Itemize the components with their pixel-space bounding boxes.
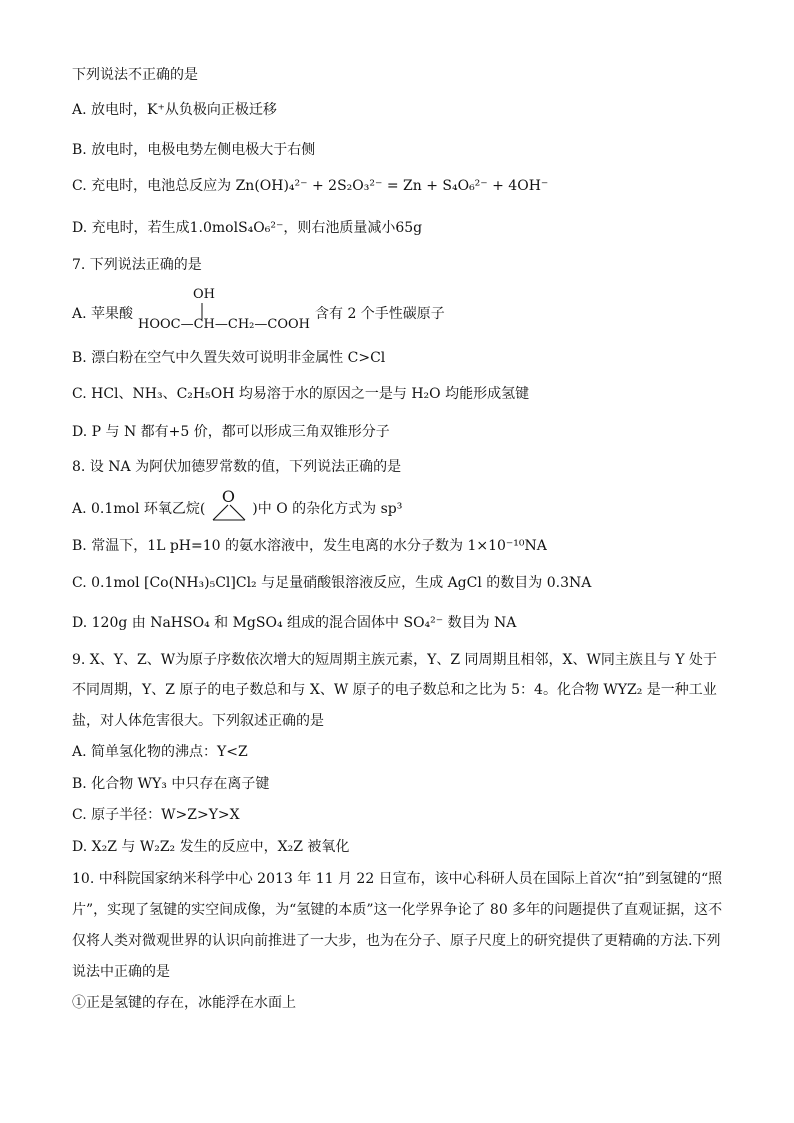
q6-option-c bbox=[72, 177, 548, 195]
q9-stem-line3: 盐，对人体危害很大。下列叙述正确的是 bbox=[72, 713, 324, 729]
q8-stem: 8. 设 NA 为阿伏加德罗常数的值，下列说法正确的是 bbox=[72, 459, 402, 475]
q8-option-c: C. 0.1mol [Co(NH₃)₅Cl]Cl₂ 与足量硝酸银溶液反应，生成 AgCl 的数目为 0.3NA bbox=[72, 575, 592, 591]
q10-stem-line3: 仅将人类对微观世界的认识向前推进了一大步，也为在分子、原子尺度上的研究提供了更精确的方法.下列 bbox=[72, 933, 721, 949]
q7-stem: 7. 下列说法正确的是 bbox=[72, 257, 202, 273]
q9-option-a: A. 简单氢化物的沸点：Y<Z bbox=[72, 744, 248, 760]
q7-option-b: B. 漂白粉在空气中久置失效可说明非金属性 C>Cl bbox=[72, 350, 386, 366]
q7-option-a-suffix: 含有 2 个手性碳原子 bbox=[315, 306, 445, 322]
epoxide-ring-icon bbox=[210, 504, 248, 522]
q8-option-b: B. 常温下，1L pH=10 的氨水溶液中，发生电离的水分子数为 1×10⁻¹⁰NA bbox=[72, 538, 547, 554]
malic-acid-oh: OH bbox=[193, 287, 215, 302]
malic-acid-chain: HOOC—CH—CH₂—COOH bbox=[138, 317, 310, 332]
q8-option-a bbox=[72, 487, 403, 518]
q9-option-b: B. 化合物 WY₃ 中只存在离子键 bbox=[72, 776, 270, 792]
q6-option-c-prefix: C. 充电时，电池总反应为 bbox=[72, 178, 232, 194]
q7-option-d: D. P 与 N 都有+5 价，都可以形成三角双锥形分子 bbox=[72, 424, 390, 440]
q9-option-d: D. X₂Z 与 W₂Z₂ 发生的反应中，X₂Z 被氧化 bbox=[72, 839, 350, 855]
q10-stem-line2: 片”，实现了氢键的实空间成像，为“氢键的本质”这一化学界争论了 80 多年的问题提供了直观证据，这不 bbox=[72, 902, 723, 918]
q6-option-c-equation: Zn(OH)₄²⁻ + 2S₂O₃²⁻ = Zn + S₄O₆²⁻ + 4OH⁻ bbox=[235, 178, 549, 194]
q9-stem-line2: 不同周期，Y、Z 原子的电子数总和与 X、W 原子的电子数总和之比为 5：4。化合物 WYZ₂ 是一种工业 bbox=[72, 682, 717, 698]
q6-option-a: A. 放电时，K⁺从负极向正极迁移 bbox=[72, 102, 277, 118]
q8-option-a-prefix: A. 0.1mol 环氧乙烷( bbox=[72, 501, 206, 517]
q9-option-c: C. 原子半径：W>Z>Y>X bbox=[72, 807, 240, 823]
q10-stem-line4: 说法中正确的是 bbox=[72, 964, 170, 980]
intro-question: 下列说法不正确的是 bbox=[72, 67, 198, 83]
q7-option-c: C. HCl、NH₃、C₂H₅OH 均易溶于水的原因之一是与 H₂O 均能形成氢键 bbox=[72, 386, 530, 402]
epoxide-oxygen: O bbox=[221, 487, 235, 506]
q10-item-1: ①正是氢键的存在，冰能浮在水面上 bbox=[72, 995, 296, 1011]
q10-stem-line1: 10. 中科院国家纳米科学中心 2013 年 11 月 22 日宣布，该中心科研人员在国际上首次“拍”到氢键的“照 bbox=[72, 871, 723, 887]
q7-option-a-label: A. 苹果酸 bbox=[72, 306, 134, 322]
q6-option-b: B. 放电时，电极电势左侧电极大于右侧 bbox=[72, 142, 316, 158]
q7-option-a bbox=[72, 285, 572, 335]
q9-stem-line1: 9. X、Y、Z、W为原子序数依次增大的短周期主族元素，Y、Z 同周期且相邻，X、W同主族且与 Y 处于 bbox=[72, 652, 718, 668]
q8-option-d: D. 120g 由 NaHSO₄ 和 MgSO₄ 组成的混合固体中 SO₄²⁻ 数目为 NA bbox=[72, 615, 517, 631]
q6-option-d: D. 充电时，若生成1.0molS₄O₆²⁻，则右池质量减小65g bbox=[72, 220, 423, 236]
q8-option-a-suffix: )中 O 的杂化方式为 sp³ bbox=[252, 501, 403, 517]
epoxide-structure bbox=[210, 487, 248, 518]
